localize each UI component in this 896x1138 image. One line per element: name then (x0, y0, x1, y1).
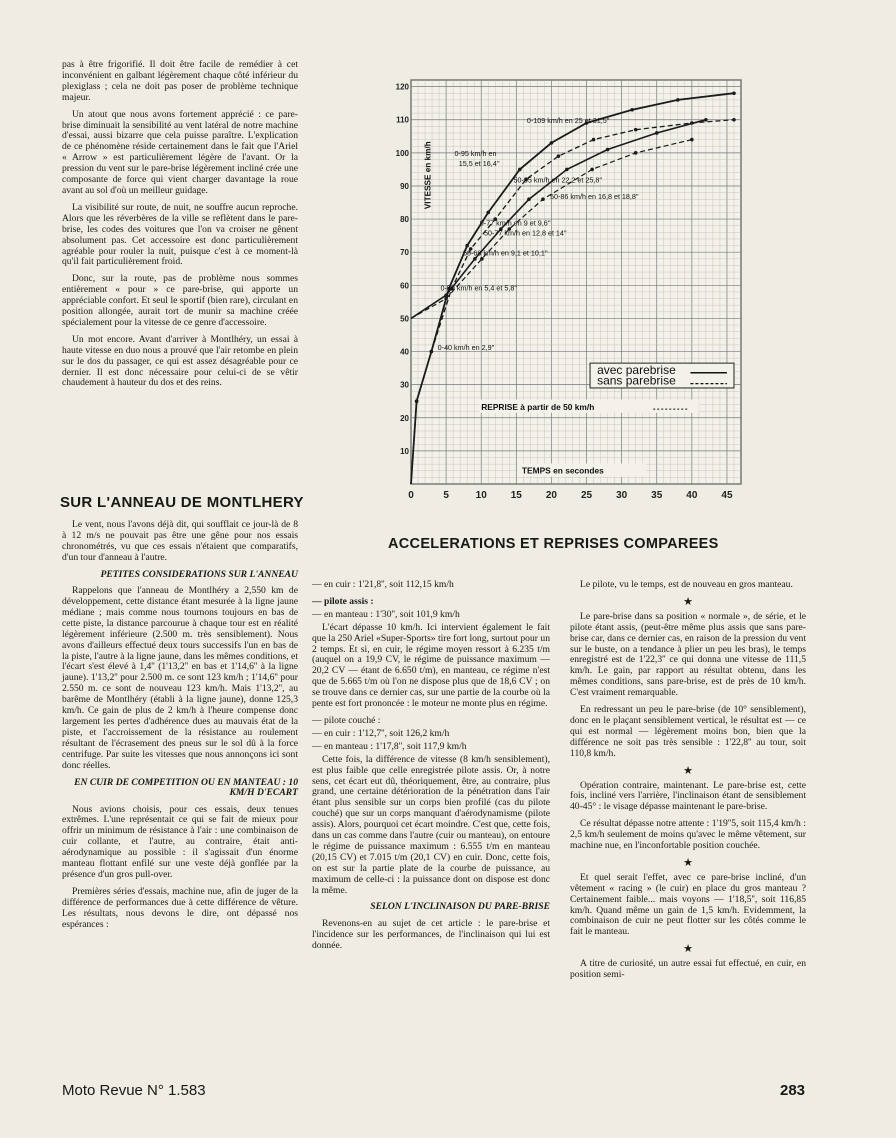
x-tick-label: 10 (475, 490, 487, 501)
data-point (541, 197, 545, 201)
data-point (676, 98, 680, 102)
paragraph: Le pilote, vu le temps, est de nouveau en gros manteau. (580, 579, 793, 590)
chart-annotation: 0-59 km/h en 5,4 et 5,8'' (440, 283, 518, 293)
x-tick-label: 40 (686, 490, 698, 501)
paragraph: pas à être frigorifié. Il doit être facile de remédier à cet inconvénient en galbant légèrement chaque côté inférieur du plexiglass ; cela ne doit pas poser de problème technique majeur. (62, 59, 298, 103)
data-point (565, 168, 569, 172)
left-column-main (62, 520, 298, 937)
data-point (634, 151, 638, 155)
reprise-label: REPRISE à partir de 50 km/h (481, 402, 595, 413)
x-tick-label: 5 (443, 490, 449, 501)
y-tick-label: 100 (395, 148, 409, 158)
data-point (690, 138, 694, 142)
paragraph: L'écart dépasse 10 km/h. Ici intervient également le fait que la 250 Ariel «Super-Sports» tire fort long, surtout pour un 2 temps. Et si, en cuir, le régime moyen ressort à 6.235 t/m (auquel on a 19,9 CV, le régime de puissance maximum — 20,2 CV — étant de 6.650 t/m), en manteau, ce régime n'est que de 5.665 t/m où l'on ne dispose plus que de 18,6 CV ; on se trouve dans ce dernier cas, sur une partie de la courbe où la pente est fort prononcée : le moteur ne monte plus en régime. (312, 621, 550, 710)
paragraph: La visibilité sur route, de nuit, ne souffre aucun reproche. Alors que les réverbères de la ville se reflètent dans le pare-brise, les codes des voitures que l'on va croiser ne gênent absolument pas. Cet accessoire est donc particulièrement agréable pour rouler la nuit, puisque c'est à ce moment-là qu'il fait particulièrement froid. (62, 201, 298, 268)
data-point (630, 108, 634, 112)
paragraph: A titre de curiosité, un autre essai fut effectué, en cuir, en position semi- (570, 958, 806, 981)
paragraph: Un atout que nous avons fortement apprécié : ce pare-brise diminuait la sensibilité au vent latéral de notre machine d'essai, aussi bizarre que cela puisse paraître. L'explication de ce phénomène réside certainement dans le fait que l'Ariel « Arrow » est particulièrement légère de l'avant. Or la pression du vent sur le pare-brise légèrement incliné crée une composante de force qui vient charger davantage la roue avant au sol d'où un meilleur guidage. (62, 108, 298, 196)
legend-entry: sans parebrise (597, 373, 676, 388)
y-tick-label: 90 (400, 181, 409, 191)
x-tick-label: 0 (408, 490, 414, 501)
data-point (465, 244, 469, 248)
data-point (486, 211, 490, 215)
x-tick-label: 15 (510, 490, 522, 501)
result-line: — pilote couché : (312, 714, 381, 726)
footer-magazine: Moto Revue N° 1.583 (62, 1082, 206, 1099)
y-tick-label: 10 (400, 446, 409, 456)
middle-column (312, 580, 550, 958)
star-separator: ★ (683, 764, 693, 777)
data-point (430, 350, 434, 354)
left-column-intro (62, 60, 298, 395)
result-line: — en manteau : 1'17,8'', soit 117,9 km/h (312, 740, 467, 752)
paragraph: Et quel serait l'effet, avec ce pare-brise incliné, d'un vêtement « racing » (le cuir) en place du gros manteau ? Certainement faible... mais voyons — 1'18,5'', soit 116,85 km/h. Quand même un gain de 1,5 km/h. Evidemment, la combinaison de cuir ne peut flotter sur les côtés comme le fait le manteau. (570, 871, 806, 938)
chart-annotation: 50-86 km/h en 16,8 et 18,8'' (550, 192, 639, 202)
y-tick-label: 70 (400, 248, 409, 258)
data-point (655, 131, 659, 135)
star-separator: ★ (683, 943, 693, 956)
page-number: 283 (780, 1082, 806, 1099)
paragraph: Revenons-en au sujet de cet article : le pare-brise et l'incidence sur les performances, de l'inclinaison qui lui est donnée. (312, 917, 550, 951)
x-tick-label: 30 (616, 490, 628, 501)
data-point (518, 168, 522, 172)
acceleration-chart (395, 72, 745, 512)
paragraph: Le pare-brise dans sa position « normale », de série, et le pilote étant assis, (peut-être même plus assis que sans pare-brise car, dans ce dernier cas, en raison de la pression du vent sur le buste, on a tendance à plier un peu les bras), le temps enregistré est de 1'22,3'' ce qui donna une vitesse de 111,5 km/h. Le gain, par rapport au résultat obtenu, dans les mêmes conditions, sans pare-brise, est de près de 10 km/h. C'est vraiment remarquable. (570, 610, 806, 699)
subhead: PETITES CONSIDERATIONS SUR L'ANNEAU (100, 568, 298, 580)
paragraph: Nous avions choisis, pour ces essais, deux tenues extrêmes. L'une représentait ce qui se fait de mieux pour offrir un minimum de résistance à l'air : une combinaison de cuir collante, et l'autre, au contraire, était anti-aérodynamique au possible : il s'agissait d'un énorme manteau flottant enfilé sur une veste déjà gonflée par la présence d'un gros pull-over. (62, 803, 298, 880)
x-tick-label: 20 (545, 490, 557, 501)
paragraph: Un mot encore. Avant d'arriver à Montlhéry, un essai à haute vitesse en duo nous a prouvé que l'air retombe en plein sur le dos du passager, ce qui est assez désagréable pour ce dernier. Il est donc nécessaire pour celui-ci de se vêtir chaudement à hauteur du dos et des reins. (62, 333, 298, 389)
y-tick-label: 110 (396, 115, 409, 125)
data-point (704, 118, 708, 122)
result-line: — en cuir : 1'21,8'', soit 112,15 km/h (312, 579, 454, 590)
data-point (415, 399, 419, 403)
y-axis-label: VITESSE en km/h (423, 141, 433, 210)
result-line: — en cuir : 1'12,7'', soit 126,2 km/h (312, 727, 450, 739)
paragraph: Premières séries d'essais, machine nue, afin de juger de la différence de performances due à cette différence de vêture. Les résultats, nous devons le dire, ont dépassé nos espérances : (62, 885, 298, 930)
x-axis-label: TEMPS en secondes (521, 465, 604, 476)
data-point (732, 118, 736, 122)
y-tick-label: 50 (400, 314, 409, 324)
paragraph: Opération contraire, maintenant. Le pare-brise est, cette fois, incliné vers l'arrière, l'inclinaison étant de sensiblement 40-45° : le visage dépasse maintenant le pare-brise. (570, 779, 806, 813)
y-tick-label: 20 (400, 413, 409, 423)
chart-annotation: 15,5 et 16,4’’ (458, 159, 500, 169)
chart-title: ACCELERATIONS ET REPRISES COMPAREES (388, 536, 719, 552)
star-separator: ★ (683, 595, 693, 608)
result-line: — pilote assis : (312, 595, 374, 607)
x-tick-label: 35 (651, 490, 663, 501)
data-point (444, 297, 448, 301)
y-tick-label: 40 (400, 347, 409, 357)
paragraph: Rappelons que l'anneau de Montlhéry a 2,550 km de développement, cette distance étant mesurée à la ligne jaune médiane ; mais comme nous tournons toujours en bas de cette piste, la distance parcourue à chaque tour est en réalité légèrement inférieure (2.500 m. très sensiblement). Nous avons d'ailleurs effectué deux tours successifs l'un en bas de la piste, l'autre à la ligne jaune, dans les mêmes conditions, et l'écart s'est élevé à 1,4'' (1'13,2'' en bas et 1'14,6'' à la ligne jaune). 1'13,2'' pour 2.500 m. ce sont 123 km/h ; 1'14,6'' pour 2.550 m. ce sont de nouveau 123 km/h. Mais 1'13,2'', au barême de Montlhéry (établi à la ligne jaune), donne 125,3 km/h. Ce gain de plus de 2 km/h à l'heure compense donc largement les pertes d'adhérence dues au mauvais état de la piste, et l'accroissement de la résistance au roulement résultant de l'écrasement des pneus sur le sol dû à la force centrifuge. Par suite les vitesses que nous annonçons ici sont donc réelles. (62, 585, 298, 771)
chart-annotation: 50-77 km/h en 12,8 et 14'' (484, 228, 567, 238)
paragraph: Donc, sur la route, pas de problème nous sommes entièrement « pour » ce pare-brise, qui apporte un appréciable confort. Et seul le sportif (bien rare), circulant en position allongée, aurait tort de munir sa machine créée spécialement pour la vitesse de ce genre d'accessoire. (62, 273, 298, 328)
data-point (557, 154, 561, 158)
y-tick-label: 30 (400, 380, 409, 390)
data-point (473, 257, 477, 261)
chart-annotation: 0-77 km/h en 9 et 9,6'' (479, 218, 551, 228)
subhead: EN CUIR DE COMPETITION OU EN MANTEAU : 10 KM/H D'ECART (74, 776, 298, 799)
paragraph: Ce résultat dépasse notre attente : 1'19''5, soit 115,4 km/h : 2,5 km/h seulement de moins qu'avec le même vêtement, sur machine nue, en l'inconfortable position couchée. (570, 818, 806, 852)
data-point (732, 91, 736, 95)
y-tick-label: 120 (395, 82, 409, 92)
y-tick-label: 80 (400, 215, 409, 225)
data-point (634, 128, 638, 132)
data-point (606, 148, 610, 152)
star-separator: ★ (683, 856, 693, 869)
subhead: SELON L'INCLINAISON DU PARE-BRISE (370, 901, 550, 913)
result-line: — en manteau : 1'30'', soit 101,9 km/h (312, 608, 460, 620)
x-tick-label: 45 (721, 490, 733, 501)
paragraph: En redressant un peu le pare-brise (de 10° sensiblement), donc en le plaçant sensiblement vertical, le résultat est — ce qui est normal — légèrement moins bon, bien que la différence ne soit pas très sensible : 1'22,8'' au tour, soit 110,8 km/h. (570, 704, 806, 759)
right-column (570, 580, 806, 987)
chart-annotation: 0-109 km/h en 25 et 31,5'' (526, 116, 610, 126)
data-point (592, 138, 596, 142)
paragraph: Le vent, nous l'avons déjà dit, qui soufflait ce jour-là de 8 à 12 m/s ne pouvait pas être une gêne pour nos essais chronométrés, vu que ces essais n'étaient que comparatifs, d'un tour d'anneau à l'autre. (62, 519, 298, 563)
data-point (590, 168, 594, 172)
chart-svg (395, 72, 745, 512)
chart-annotation: 50-68 km/h en 9,1 et 10,1'' (462, 248, 548, 258)
data-point (550, 141, 554, 145)
chart-annotation: 0-40 km/h en 2,9'' (437, 342, 495, 352)
paragraph: Cette fois, la différence de vitesse (8 km/h sensiblement), est plus faible que celle enregistrée pilote assis. Or, à notre sens, cet écart eut dû, théoriquement, être, au contraire, plus grand, une certaine détérioration de la pénétration dans l'air étant plus sensible sur un corps bien profilé (cas du pilote couché) que sur un corps manquant d'aérodynamisme (pilote assis). Alors, pourquoi cet écart moindre. C'est que, cette fois, dans un cas comme dans l'autre (cuir ou manteau), on entoure le régime de puissance maximum : 6.555 t/m en manteau (20,15 CV) et 7.015 t/m (20,1 CV) en cuir. Donc, cette fois, on est sur la partie plate de la courbe de puissance, au maximum de celle-ci : la puissance dont on dispose est donc la même. (312, 753, 550, 896)
data-point (480, 257, 484, 261)
x-tick-label: 25 (580, 490, 593, 501)
data-point (527, 197, 531, 201)
y-tick-label: 60 (400, 281, 409, 291)
legend-entry: avec parebrise (597, 363, 676, 378)
chart-annotation: 0-95 km/h en (454, 149, 497, 159)
chart-annotation: 50-95 km/h en 22,2 et 25,8'' (513, 175, 603, 185)
section-title: SUR L'ANNEAU DE MONTLHERY (60, 494, 304, 511)
